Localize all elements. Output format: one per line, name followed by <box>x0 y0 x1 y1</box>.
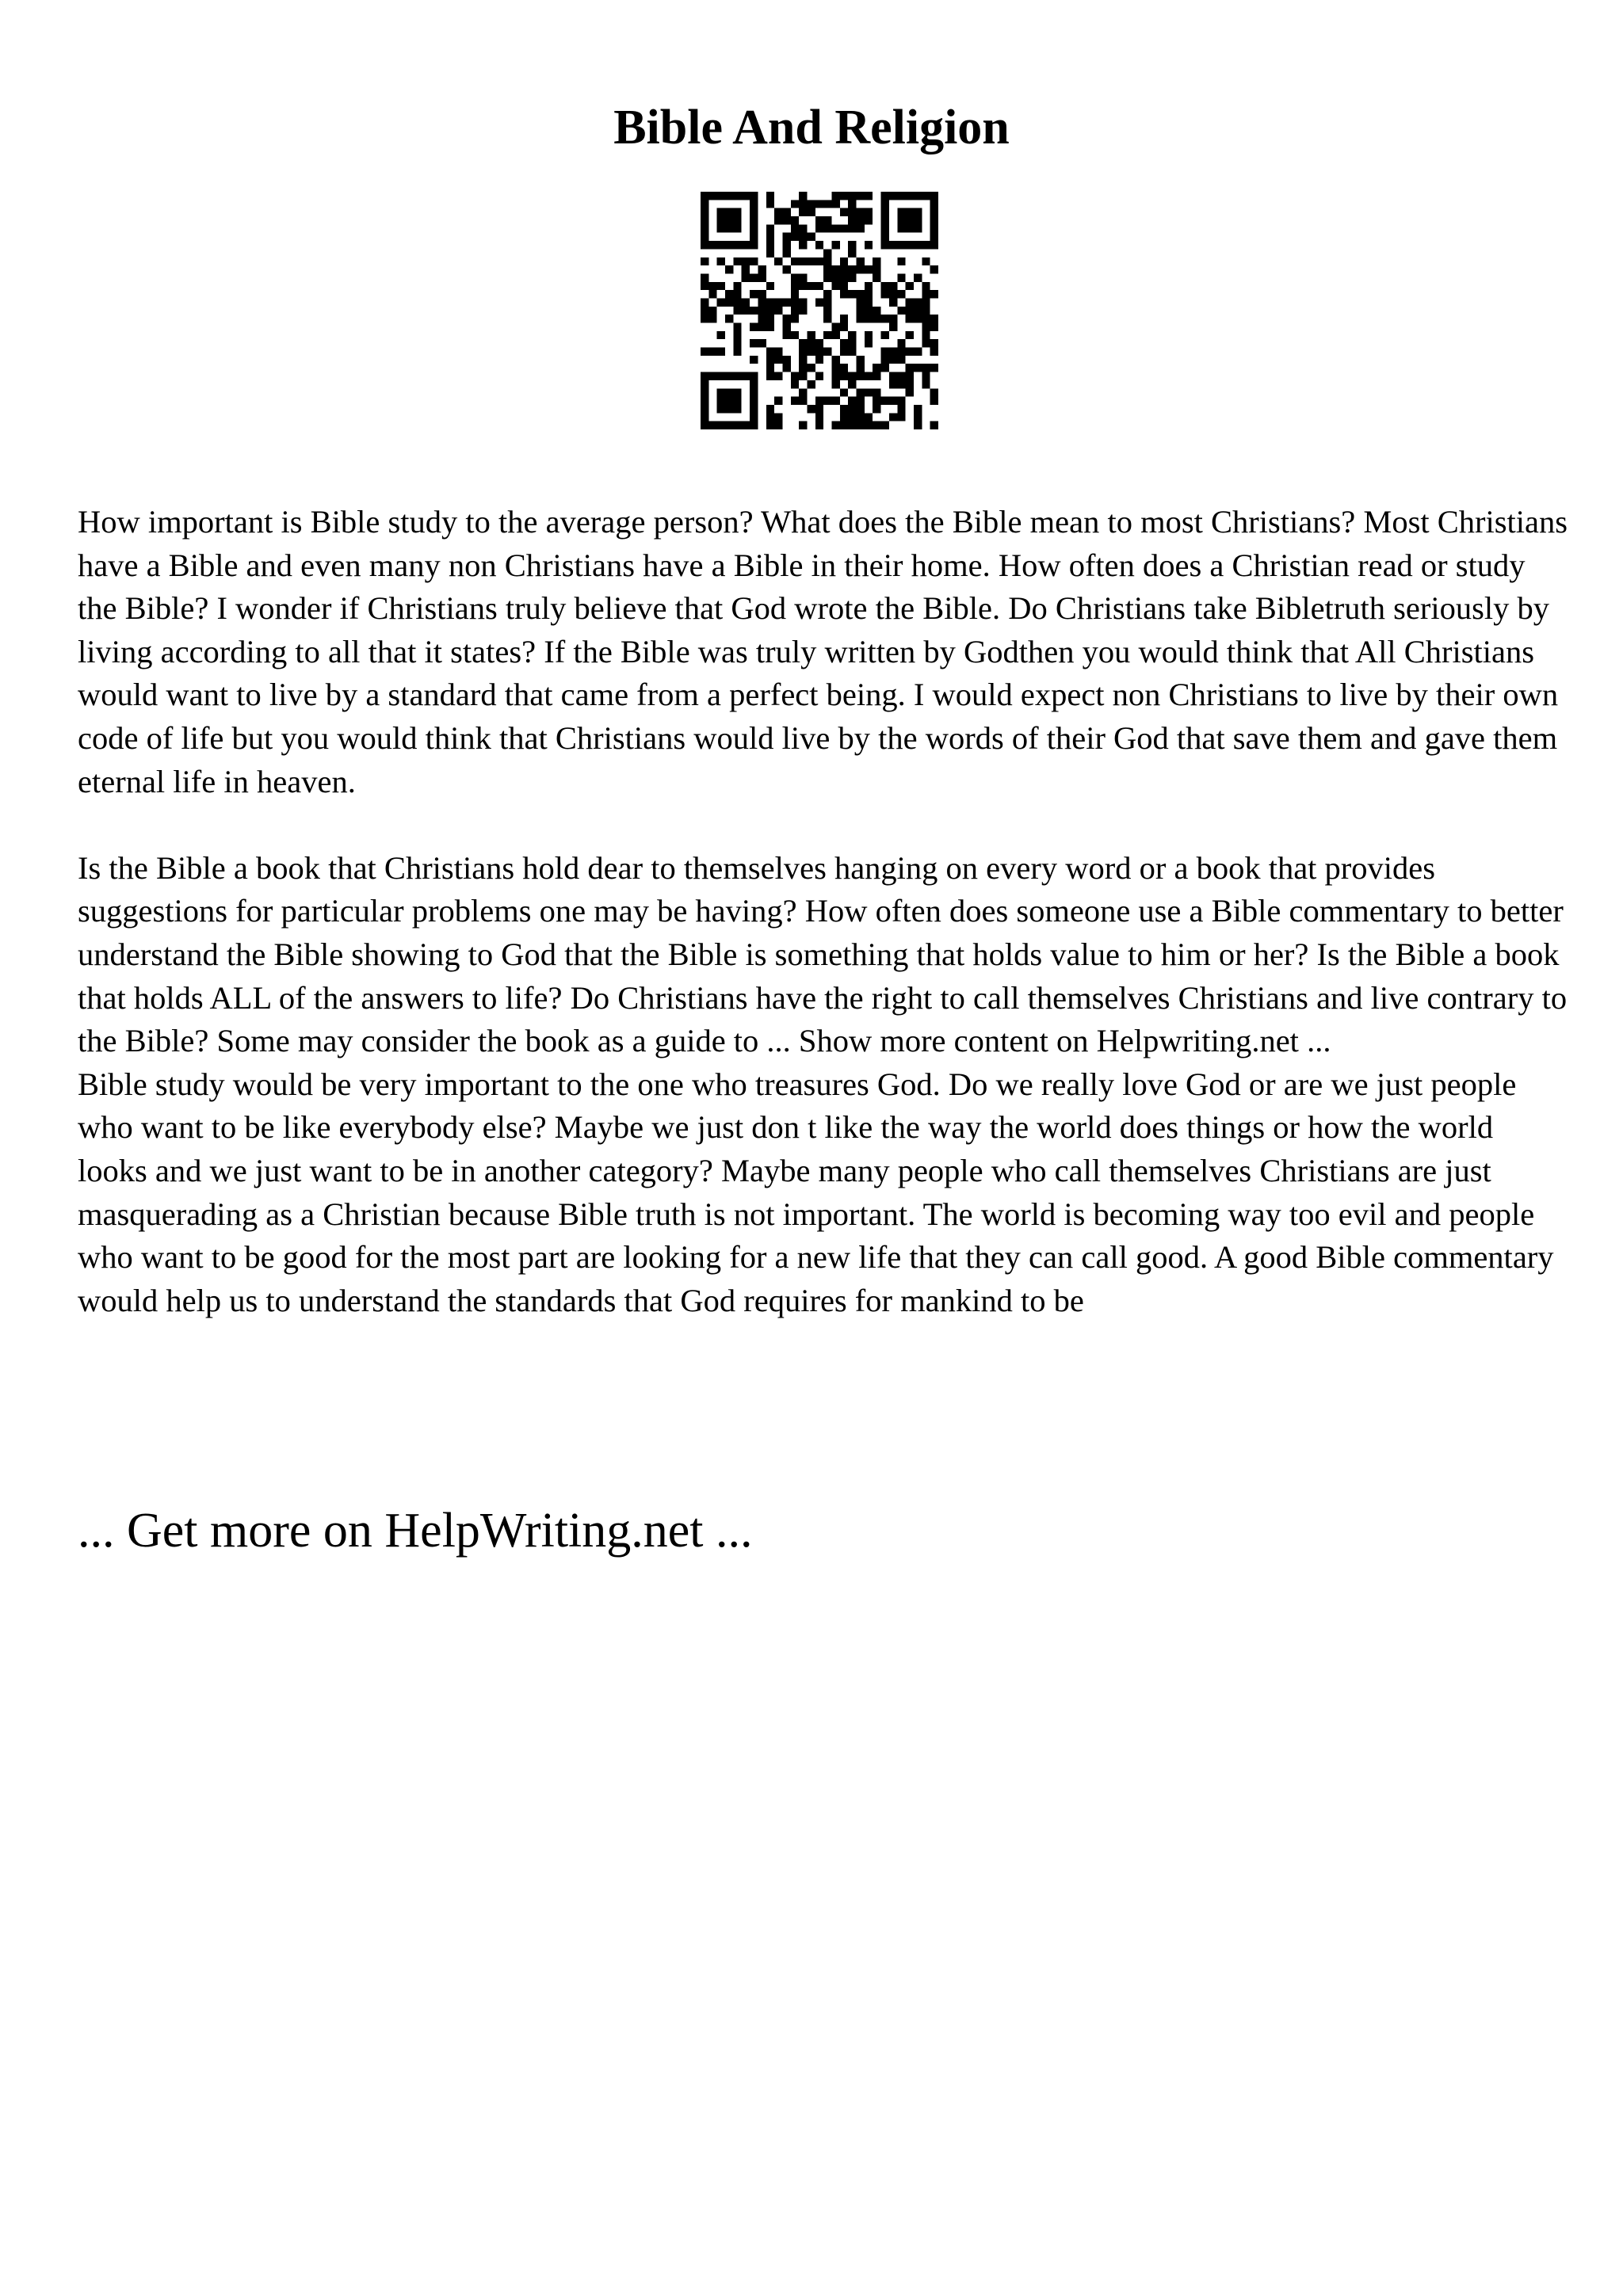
document-title: Bible And Religion <box>613 101 1010 154</box>
paragraph-1: How important is Bible study to the average person? What does the Bible mean to most Christians? Most Christians have a Bible and even many non Christians have a Bible in their home. How often does a Christian read or study the Bible? I wonder if Christians truly believe that God wrote the Bible. Do Christians take Bibletruth seriously by living according to all that it states? If the Bible was truly written by Godthen you would think that All Christians would want to live by a standard that came from a perfect being. I would expect non Christians to live by their own code of life but you would think that Christians would live by the words of their God that save them and gave them eternal life in heaven. <box>78 504 1568 799</box>
qr-code-icon <box>701 192 938 429</box>
document-body <box>78 501 1568 1322</box>
get-more-link[interactable]: ... Get more on HelpWriting.net ... <box>78 1504 753 1558</box>
paragraph-2: Is the Bible a book that Christians hold dear to themselves hanging on every word or a book that provides suggestions for particular problems one may be having? How often does someone use a Bible commentary to better understand the Bible showing to God that the Bible is something that holds value to him or her? Is the Bible a book that holds ALL of the answers to life? Do Christians have the right to call themselves Christians and live contrary to the Bible? Some may consider the book as a guide to ... Show more content on Helpwriting.net ... <box>78 849 1568 1059</box>
paragraph-spacer <box>78 803 1568 847</box>
paragraph-3: Bible study would be very important to the one who treasures God. Do we really love God or are we just people who want to be like everybody else? Maybe we just don t like the way the world does things or how the world looks and we just want to be in another category? Maybe many people who call themselves Christians are just masquerading as a Christian because Bible truth is not important. The world is becoming way too evil and people who want to be good for the most part are looking for a new life that they can call good. A good Bible commentary would help us to understand the standards that God requires for mankind to be <box>78 1066 1554 1318</box>
